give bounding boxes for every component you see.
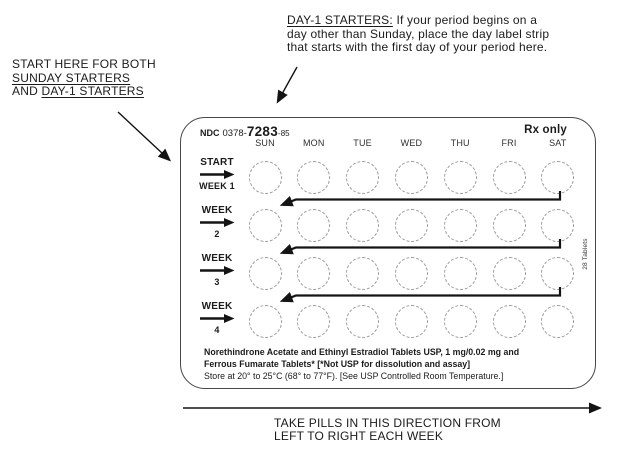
week-label-bottom: 3 [214, 277, 220, 287]
day1-note-line1-rest: If your period begins on a [392, 13, 538, 27]
pill-week4-tue [346, 305, 379, 338]
pill-week4-wed [395, 305, 428, 338]
product-line1: Norethindrone Acetate and Ethinyl Estradiol Tablets USP, 1 mg/0.02 mg and [204, 347, 520, 357]
week-label-1 [189, 158, 245, 191]
ndc-code [200, 124, 290, 139]
pill-week3-mon [297, 257, 330, 290]
pill-week1-thu [444, 161, 477, 194]
ndc-label: NDC [200, 128, 220, 138]
pill-week2-thu [444, 209, 477, 242]
week-label-top: WEEK [201, 205, 233, 216]
week-label-bottom: WEEK 1 [199, 181, 235, 191]
pill-week3-sun [249, 257, 282, 290]
start-note-line3-prefix: AND [12, 84, 42, 98]
product-text [204, 347, 519, 382]
direction-caption [274, 417, 501, 443]
storage-line: Store at 20° to 25°C (68° to 77°F). [See USP Controlled Room Temperature.] [204, 370, 504, 381]
day1-note-line1 [287, 14, 549, 28]
ndc-prefix: 0378- [222, 128, 247, 139]
pill-week2-tue [346, 209, 379, 242]
pill-week2-sat [541, 209, 574, 242]
day1-note-heading: DAY-1 STARTERS: [287, 13, 393, 27]
pill-week3-fri [493, 257, 526, 290]
day-header-sun: SUN [255, 138, 275, 148]
pill-week2-fri [493, 209, 526, 242]
week-label-top: WEEK [201, 253, 233, 264]
start-note-line2: SUNDAY STARTERS [12, 70, 131, 85]
pill-week3-sat [541, 257, 574, 290]
start-note-line1: START HERE FOR BOTH [12, 57, 156, 71]
pill-week1-wed [395, 161, 428, 194]
day1-note-line2: day other than Sunday, place the day label strip [287, 26, 550, 41]
tablet-count-label: 28 Tablets [582, 238, 589, 270]
day-header-thu: THU [450, 138, 470, 148]
start-pointer-arrow [118, 112, 163, 154]
day-header-fri: FRI [501, 138, 517, 148]
day1-pointer-arrow [282, 67, 297, 94]
day1-note-line3: that starts with the first day of your period here. [287, 40, 548, 54]
rx-only-label: Rx only [524, 124, 567, 136]
pill-week4-thu [444, 305, 477, 338]
pill-week4-sat [541, 305, 574, 338]
pill-week4-mon [297, 305, 330, 338]
pill-week3-tue [346, 257, 379, 290]
week-arrow-icon [199, 217, 235, 228]
pill-week3-wed [395, 257, 428, 290]
pill-week2-mon [297, 209, 330, 242]
start-note-line3-emph: DAY-1 STARTERS [41, 84, 144, 98]
week-arrow-icon [199, 265, 235, 276]
week-label-bottom: 2 [214, 229, 220, 239]
pill-week2-sun [249, 209, 282, 242]
pill-week3-thu [444, 257, 477, 290]
ndc-main: 7283 [246, 124, 279, 139]
week-arrow-icon [199, 313, 235, 324]
product-line2: Ferrous Fumarate Tablets* [*Not USP for dissolution and assay] [204, 358, 471, 369]
week-label-2 [189, 206, 245, 239]
day-header-tue: TUE [353, 138, 372, 148]
pill-week1-sun [249, 161, 282, 194]
week-label-bottom: 4 [214, 325, 220, 335]
pill-week1-tue [346, 161, 379, 194]
day-header-wed: WED [400, 138, 423, 148]
pill-week1-fri [493, 161, 526, 194]
pill-week1-mon [297, 161, 330, 194]
pill-week2-wed [395, 209, 428, 242]
pill-week4-sun [249, 305, 282, 338]
week-label-3 [189, 254, 245, 287]
day1-starters-note [287, 14, 549, 55]
start-here-note [12, 58, 156, 99]
day-header-sat: SAT [549, 138, 567, 148]
direction-caption-line2: LEFT TO RIGHT EACH WEEK [274, 429, 444, 443]
start-note-line3 [12, 85, 156, 99]
week-label-top: WEEK [201, 301, 233, 312]
week-label-4 [189, 302, 245, 335]
pill-week1-sat [541, 161, 574, 194]
day-header-mon: MON [302, 138, 325, 148]
direction-caption-line1: TAKE PILLS IN THIS DIRECTION FROM [274, 416, 501, 430]
pill-pack [180, 117, 596, 389]
week-label-top: START [200, 157, 234, 168]
pill-week4-fri [493, 305, 526, 338]
ndc-suffix: -85 [278, 129, 290, 138]
week-arrow-icon [199, 169, 235, 180]
